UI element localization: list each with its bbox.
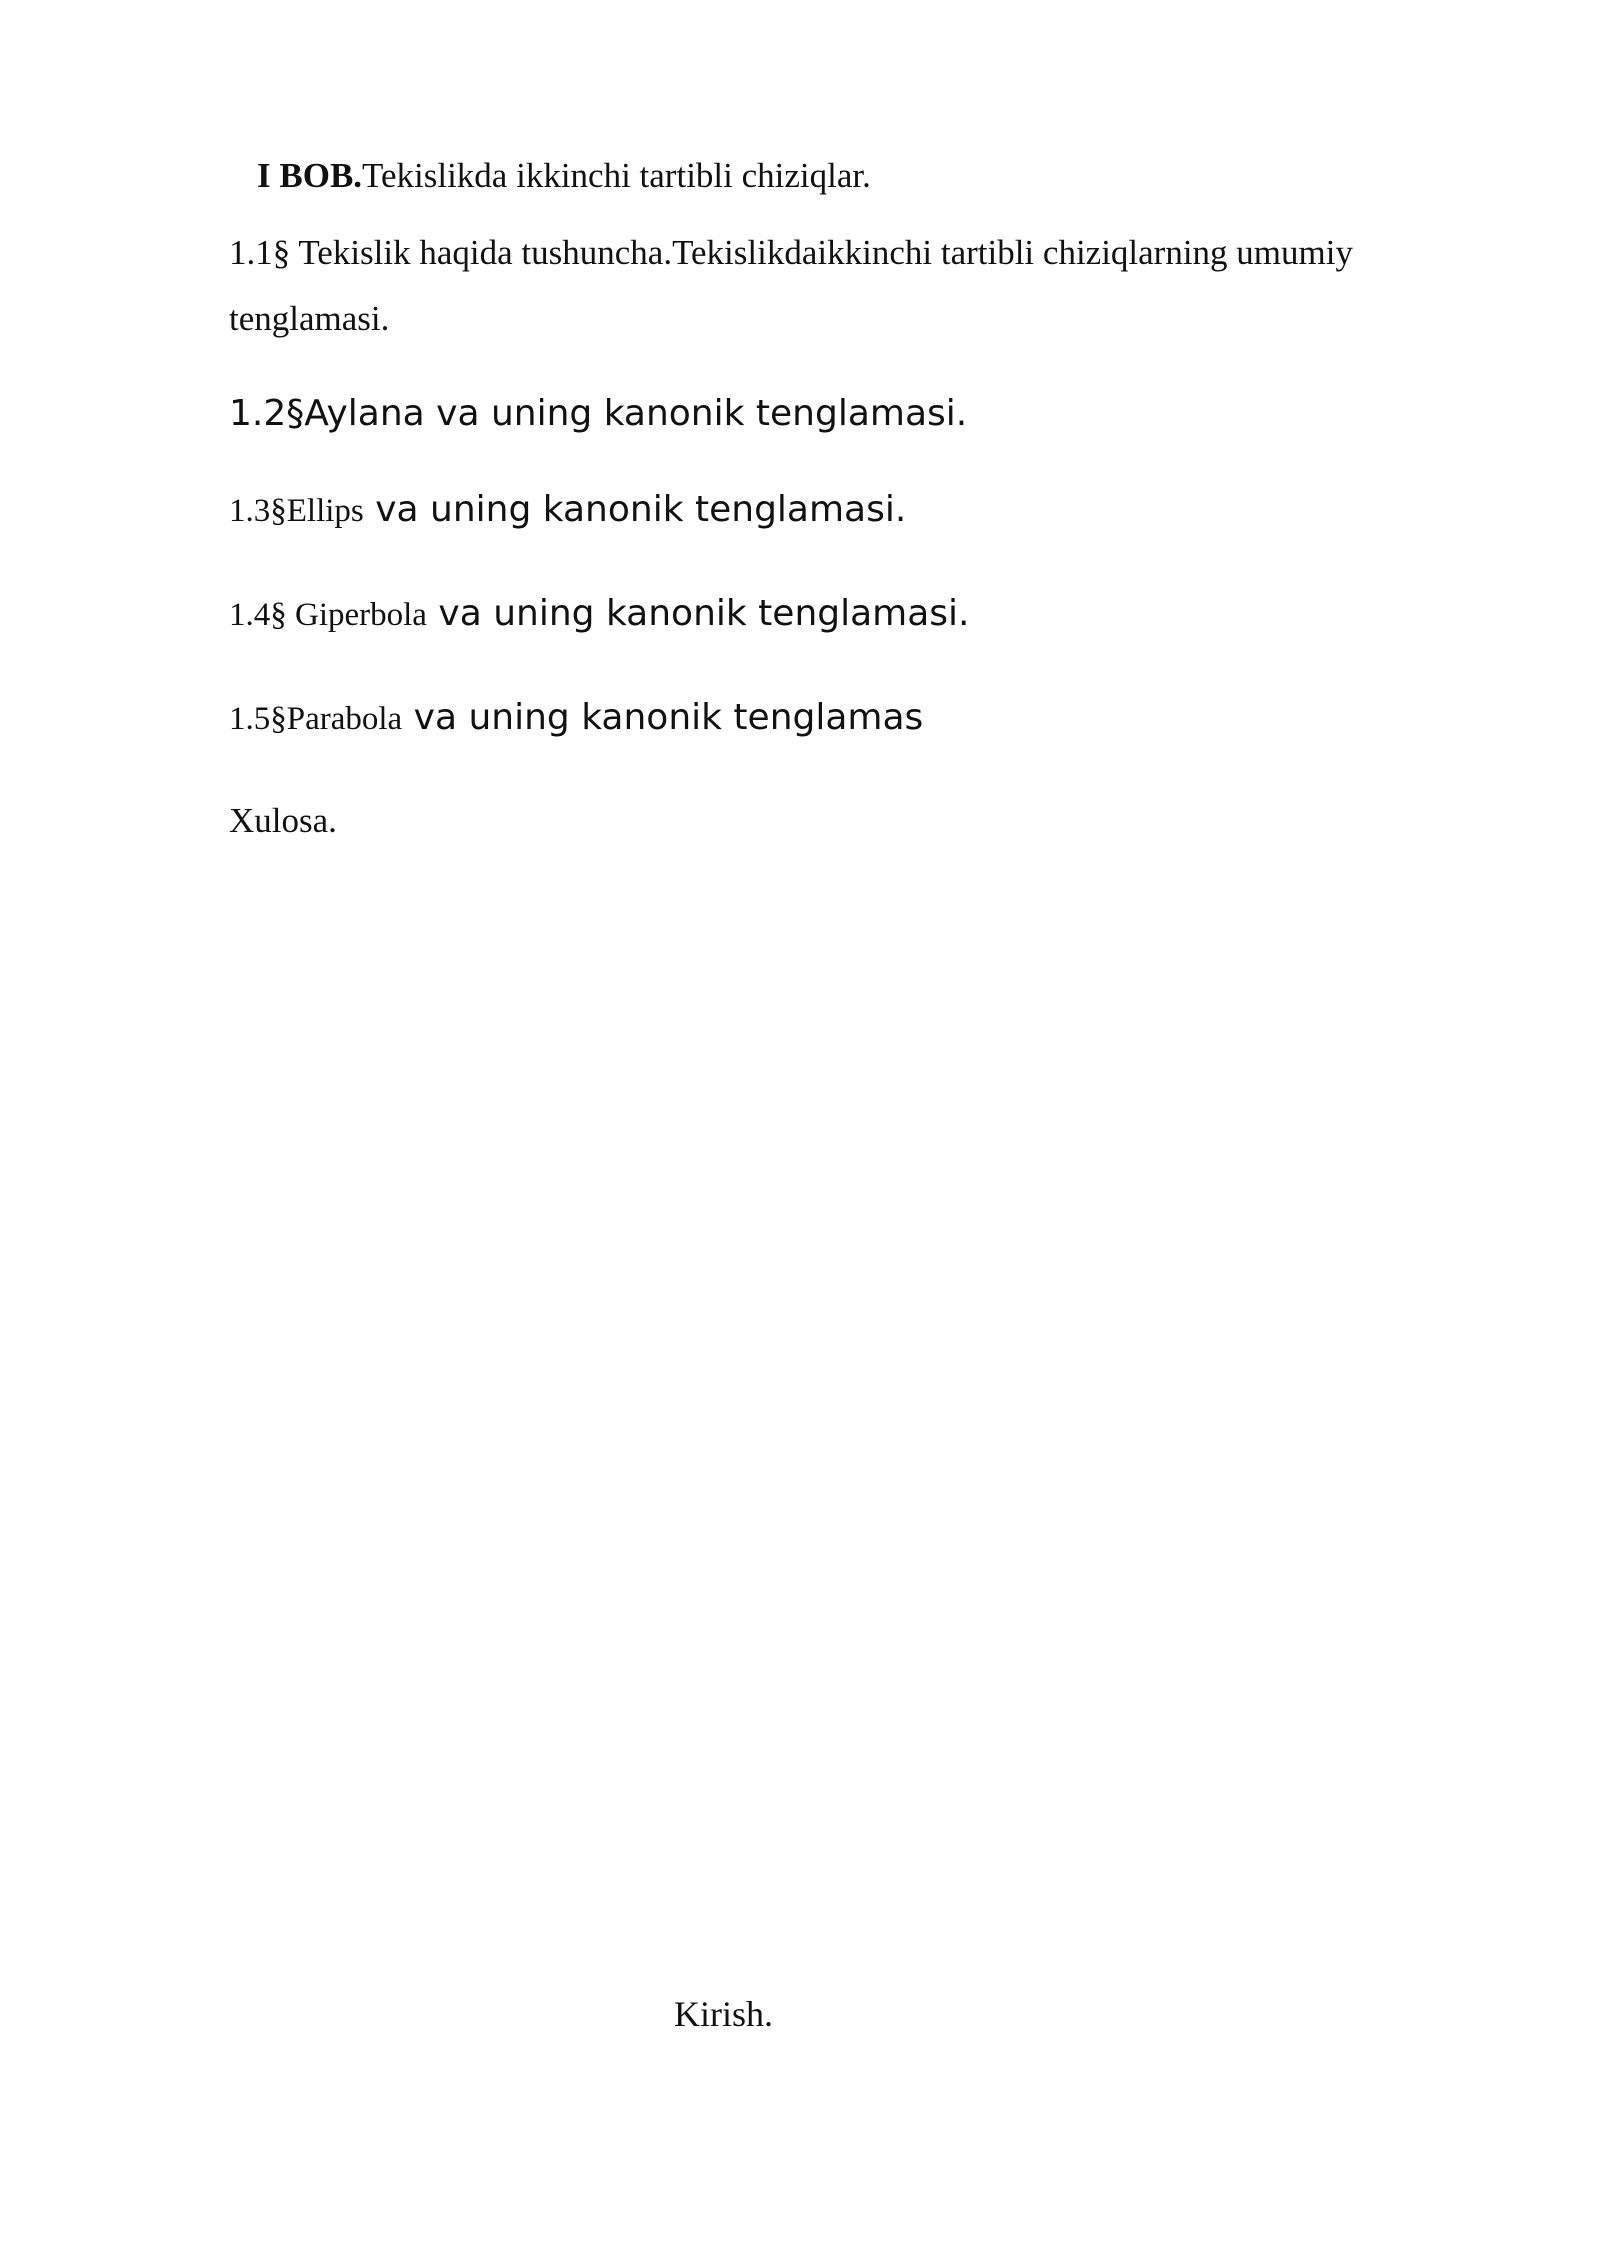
toc-title-1-5: va uning kanonik tenglamas	[402, 697, 924, 738]
toc-number-1-5: 1.5§	[229, 701, 287, 737]
toc-number-1-1: 1.1§	[229, 233, 291, 272]
toc-number-1-2: 1.2§	[229, 393, 305, 434]
toc-entry-1-4	[229, 593, 970, 634]
toc-entry-1-1	[229, 235, 1353, 270]
toc-title-1-1-line1: Tekislik haqida tushuncha.Tekislikdaikkinchi tartibli chiziqlarning umumiy	[290, 233, 1353, 272]
toc-term-1-4: Giperbola	[286, 597, 427, 633]
toc-title-1-1-line2: tenglamasi.	[229, 299, 390, 338]
toc-term-1-3: Ellips	[286, 493, 364, 529]
introduction-heading: Kirish.	[674, 1994, 773, 2034]
toc-number-1-3: 1.3§	[229, 493, 287, 529]
toc-number-1-4: 1.4§	[229, 597, 287, 633]
toc-entry-1-1-continuation	[229, 301, 389, 336]
chapter-label: I BOB.	[257, 156, 363, 195]
chapter-heading	[257, 158, 871, 193]
toc-entry-1-3	[229, 489, 907, 530]
toc-title-1-4: va uning kanonik tenglamasi.	[426, 593, 970, 634]
toc-entry-1-5	[229, 697, 924, 738]
toc-term-1-5: Parabola	[286, 701, 403, 737]
chapter-title: Tekislikda ikkinchi tartibli chiziqlar.	[362, 156, 871, 195]
toc-title-1-3: va uning kanonik tenglamasi.	[363, 489, 907, 530]
toc-entry-1-2	[229, 393, 968, 434]
toc-entry-conclusion: Xulosa.	[229, 801, 337, 840]
toc-title-1-2: Aylana va uning kanonik tenglamasi.	[304, 393, 968, 434]
